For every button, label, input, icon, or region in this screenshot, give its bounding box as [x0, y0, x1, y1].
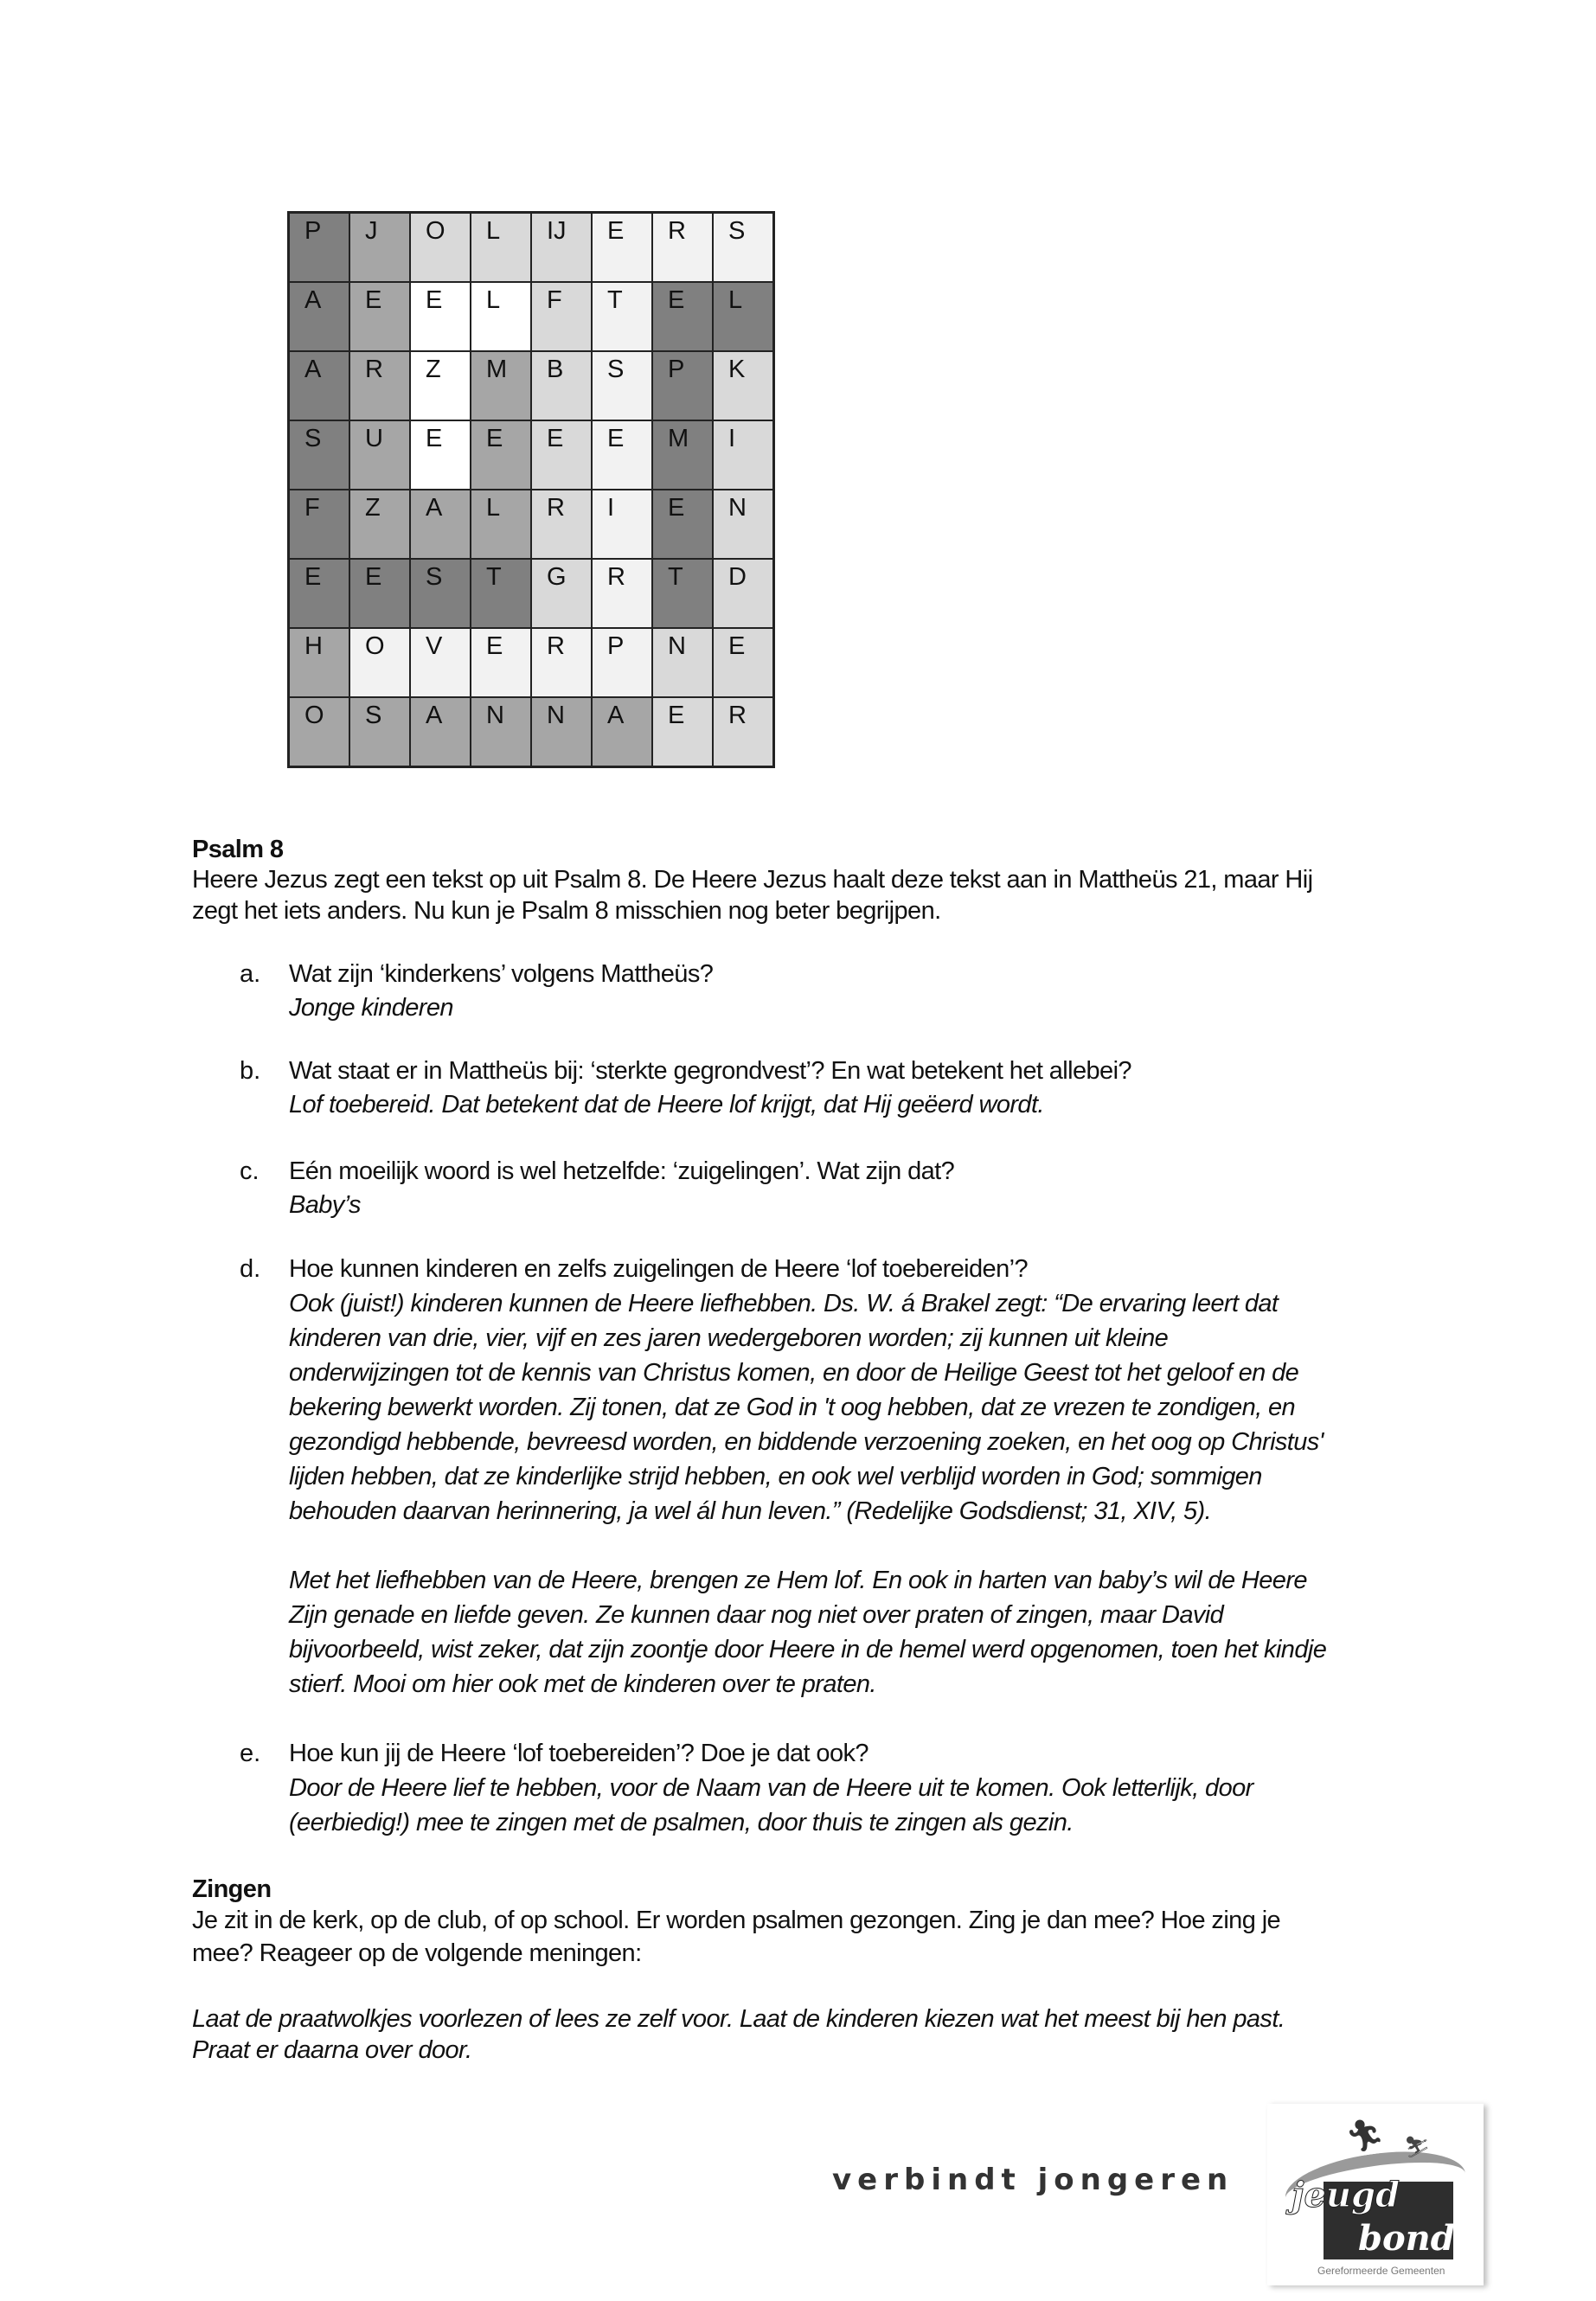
grid-cell [652, 490, 713, 559]
grid-letter: P [668, 356, 685, 383]
grid-cell [289, 559, 349, 628]
answer-d-paragraph2-line: Met het liefhebben van de Heere, brengen ze Hem lof. En ook in harten van baby’s wil de Heere [289, 1567, 1307, 1594]
grid-cell [531, 420, 592, 490]
grid-letter: L [486, 217, 501, 245]
grid-letter: IJ [547, 217, 567, 245]
grid-letter: E [668, 494, 685, 522]
question-letter-c: c. [240, 1157, 260, 1185]
grid-letter: F [304, 494, 320, 522]
grid-cell [471, 420, 531, 490]
grid-cell [652, 697, 713, 766]
grid-letter: H [304, 632, 323, 660]
zingen-line-2: mee? Reageer op de volgende meningen: [192, 1939, 642, 1967]
grid-letter: A [304, 356, 322, 383]
grid-letter: L [486, 494, 501, 522]
question-a: Wat zijn ‘kinderkens’ volgens Mattheüs? [289, 960, 714, 988]
grid-letter: L [728, 286, 743, 314]
question-c: Eén moeilijk woord is wel hetzelfde: ‘zuigelingen’. Wat zijn dat? [289, 1157, 955, 1185]
grid-cell [410, 490, 471, 559]
grid-cell [349, 282, 410, 351]
answer-d-line: gezondigd hebbende, bevreesd worden, en biddende verzoening zoeken, en het oog op Christus' [289, 1428, 1324, 1456]
answer-d-line: lijden hebben, dat ze kinderlijke strijd hebben, en ook wel verblijd worden in God; sommigen [289, 1463, 1262, 1490]
grid-cell [410, 559, 471, 628]
grid-letter: R [547, 494, 565, 522]
grid-cell [652, 213, 713, 282]
grid-letter: E [486, 425, 503, 452]
grid-letter: P [304, 217, 322, 245]
grid-letter: R [668, 217, 686, 245]
grid-letter: E [547, 425, 564, 452]
grid-cell [410, 282, 471, 351]
grid-cell [289, 697, 349, 766]
grid-letter: I [607, 494, 615, 522]
grid-letter: L [486, 286, 501, 314]
grid-letter: B [547, 356, 564, 383]
grid-letter: E [668, 702, 685, 729]
grid-cell [592, 628, 652, 697]
grid-cell [713, 628, 773, 697]
grid-letter: M [668, 425, 689, 452]
grid-cell [531, 351, 592, 420]
answer-b: Lof toebereid. Dat betekent dat de Heere lof krijgt, dat Hij geëerd wordt. [289, 1091, 1044, 1118]
grid-letter: N [728, 494, 747, 522]
grid-cell [713, 213, 773, 282]
grid-cell [289, 420, 349, 490]
grid-cell [531, 628, 592, 697]
grid-letter: M [486, 356, 508, 383]
grid-cell [289, 213, 349, 282]
zingen-instruction-1: Laat de praatwolkjes voorlezen of lees ze zelf voor. Laat de kinderen kiezen wat het meest bij hen past. [192, 2005, 1285, 2033]
grid-letter: S [728, 217, 746, 245]
grid-cell [349, 559, 410, 628]
grid-cell [410, 213, 471, 282]
grid-letter: U [365, 425, 383, 452]
grid-cell [652, 282, 713, 351]
grid-cell [652, 420, 713, 490]
grid-cell [531, 282, 592, 351]
person-figure-icon: 🏃︎ [1345, 2118, 1385, 2153]
grid-letter: S [304, 425, 322, 452]
question-letter-a: a. [240, 960, 261, 988]
grid-cell [289, 351, 349, 420]
grid-cell [471, 628, 531, 697]
jeugdbond-logo [1267, 2104, 1484, 2285]
grid-cell [592, 351, 652, 420]
grid-letter: N [547, 702, 565, 729]
logo-word-jeugd: jeugd [1292, 2175, 1400, 2215]
grid-letter: Z [365, 494, 381, 522]
question-b: Wat staat er in Mattheüs bij: ‘sterkte gegrondvest’? En wat betekent het allebei? [289, 1057, 1131, 1085]
grid-cell [471, 282, 531, 351]
question-letter-d: d. [240, 1255, 261, 1283]
grid-cell [531, 490, 592, 559]
grid-letter: K [728, 356, 746, 383]
grid-letter: G [547, 563, 567, 591]
logo-word-bond: bond [1358, 2218, 1455, 2259]
grid-cell [289, 628, 349, 697]
grid-letter: E [668, 286, 685, 314]
grid-letter: T [486, 563, 502, 591]
word-search-grid [287, 211, 775, 768]
grid-letter: J [365, 217, 378, 245]
grid-cell [349, 351, 410, 420]
section-heading-zingen: Zingen [192, 1875, 272, 1903]
zingen-line-1: Je zit in de kerk, op de club, of op school. Er worden psalmen gezongen. Zing je dan mee? Hoe zing je [192, 1907, 1281, 1934]
grid-cell [592, 490, 652, 559]
answer-d-line: bekering bewerkt worden. Zij tonen, dat ze God in 't oog hebben, dat ze vrezen te zondigen, en [289, 1394, 1296, 1421]
grid-letter: V [426, 632, 443, 660]
grid-cell [592, 282, 652, 351]
grid-cell [349, 697, 410, 766]
question-letter-b: b. [240, 1057, 261, 1085]
grid-letter: E [426, 425, 443, 452]
grid-cell [349, 490, 410, 559]
grid-cell [349, 628, 410, 697]
grid-cell [713, 490, 773, 559]
grid-cell [410, 351, 471, 420]
grid-letter: S [607, 356, 625, 383]
grid-letter: R [607, 563, 625, 591]
answer-d-line: onderwijzingen tot de kennis van Christus komen, en door de Heilige Geest tot het geloof en de [289, 1359, 1299, 1387]
grid-letter: I [728, 425, 736, 452]
answer-d-line: kinderen van drie, vier, vijf en zes jaren wedergeboren worden; zij kunnen uit kleine [289, 1324, 1169, 1352]
section-heading-psalm8: Psalm 8 [192, 836, 284, 863]
grid-cell [713, 282, 773, 351]
grid-letter: A [426, 494, 443, 522]
answer-d-paragraph2-line: bijvoorbeeld, wist zeker, dat zijn zoontje door Heere in de hemel werd opgenomen, toen het kindje [289, 1636, 1327, 1663]
person-figure-small-icon: ⛷︎ [1404, 2136, 1431, 2159]
grid-letter: E [607, 425, 625, 452]
grid-letter: T [668, 563, 683, 591]
tagline-verbindt-jongeren: verbindt jongeren [832, 2163, 1234, 2197]
grid-cell [410, 697, 471, 766]
grid-cell [652, 559, 713, 628]
grid-cell [531, 213, 592, 282]
grid-letter: S [365, 702, 382, 729]
grid-letter: P [607, 632, 625, 660]
grid-letter: A [426, 702, 443, 729]
grid-letter: R [365, 356, 383, 383]
grid-letter: A [304, 286, 322, 314]
logo-subtitle: Gereformeerde Gemeenten [1317, 2265, 1445, 2277]
grid-cell [471, 351, 531, 420]
grid-cell [713, 559, 773, 628]
intro-line-1: Heere Jezus zegt een tekst op uit Psalm 8. De Heere Jezus haalt deze tekst aan in Mattheüs 21, maar Hij [192, 866, 1313, 894]
intro-line-2: zegt het iets anders. Nu kun je Psalm 8 misschien nog beter begrijpen. [192, 897, 941, 925]
grid-cell [713, 697, 773, 766]
grid-cell [713, 420, 773, 490]
grid-letter: F [547, 286, 562, 314]
question-letter-e: e. [240, 1740, 261, 1767]
grid-cell [471, 559, 531, 628]
answer-d-line: Ook (juist!) kinderen kunnen de Heere liefhebben. Ds. W. á Brakel zegt: “De ervaring leert dat [289, 1290, 1279, 1317]
grid-cell [652, 351, 713, 420]
grid-letter: E [426, 286, 443, 314]
question-d: Hoe kunnen kinderen en zelfs zuigelingen de Heere ‘lof toebereiden’? [289, 1255, 1028, 1283]
grid-letter: R [547, 632, 565, 660]
answer-d-paragraph2-line: Zijn genade en liefde geven. Ze kunnen daar nog niet over praten of zingen, maar David [289, 1601, 1224, 1629]
grid-letter: T [607, 286, 623, 314]
grid-letter: A [607, 702, 625, 729]
answer-a: Jonge kinderen [289, 994, 453, 1022]
answer-e-line: Door de Heere lief te hebben, voor de Naam van de Heere uit te komen. Ook letterlijk, door [289, 1774, 1253, 1802]
grid-cell [592, 213, 652, 282]
grid-letter: Z [426, 356, 441, 383]
zingen-instruction-2: Praat er daarna over door. [192, 2036, 472, 2064]
grid-letter: E [728, 632, 746, 660]
grid-letter: E [486, 632, 503, 660]
question-e: Hoe kun jij de Heere ‘lof toebereiden’? Doe je dat ook? [289, 1740, 869, 1767]
grid-letter: N [486, 702, 504, 729]
grid-letter: E [607, 217, 625, 245]
grid-letter: O [426, 217, 445, 245]
grid-letter: E [365, 286, 382, 314]
grid-cell [592, 697, 652, 766]
grid-cell [410, 628, 471, 697]
grid-cell [471, 213, 531, 282]
grid-letter: N [668, 632, 686, 660]
grid-letter: R [728, 702, 747, 729]
grid-cell [531, 697, 592, 766]
answer-e-line: (eerbiedig!) mee te zingen met de psalmen, door thuis te zingen als gezin. [289, 1809, 1074, 1836]
grid-cell [531, 559, 592, 628]
grid-cell [349, 213, 410, 282]
grid-letter: S [426, 563, 443, 591]
grid-cell [471, 490, 531, 559]
grid-cell [592, 420, 652, 490]
grid-cell [592, 559, 652, 628]
grid-letter: E [365, 563, 382, 591]
grid-cell [471, 697, 531, 766]
grid-cell [410, 420, 471, 490]
grid-letter: E [304, 563, 322, 591]
grid-cell [289, 490, 349, 559]
answer-c: Baby’s [289, 1191, 361, 1219]
grid-letter: O [365, 632, 385, 660]
grid-cell [349, 420, 410, 490]
grid-cell [289, 282, 349, 351]
answer-d-line: behouden daarvan herinnering, ja wel ál hun leven.” (Redelijke Godsdienst; 31, XIV, 5). [289, 1497, 1212, 1525]
grid-letter: D [728, 563, 747, 591]
answer-d-paragraph2-line: stierf. Mooi om hier ook met de kinderen over te praten. [289, 1670, 876, 1698]
grid-letter: O [304, 702, 324, 729]
grid-cell [652, 628, 713, 697]
grid-cell [713, 351, 773, 420]
